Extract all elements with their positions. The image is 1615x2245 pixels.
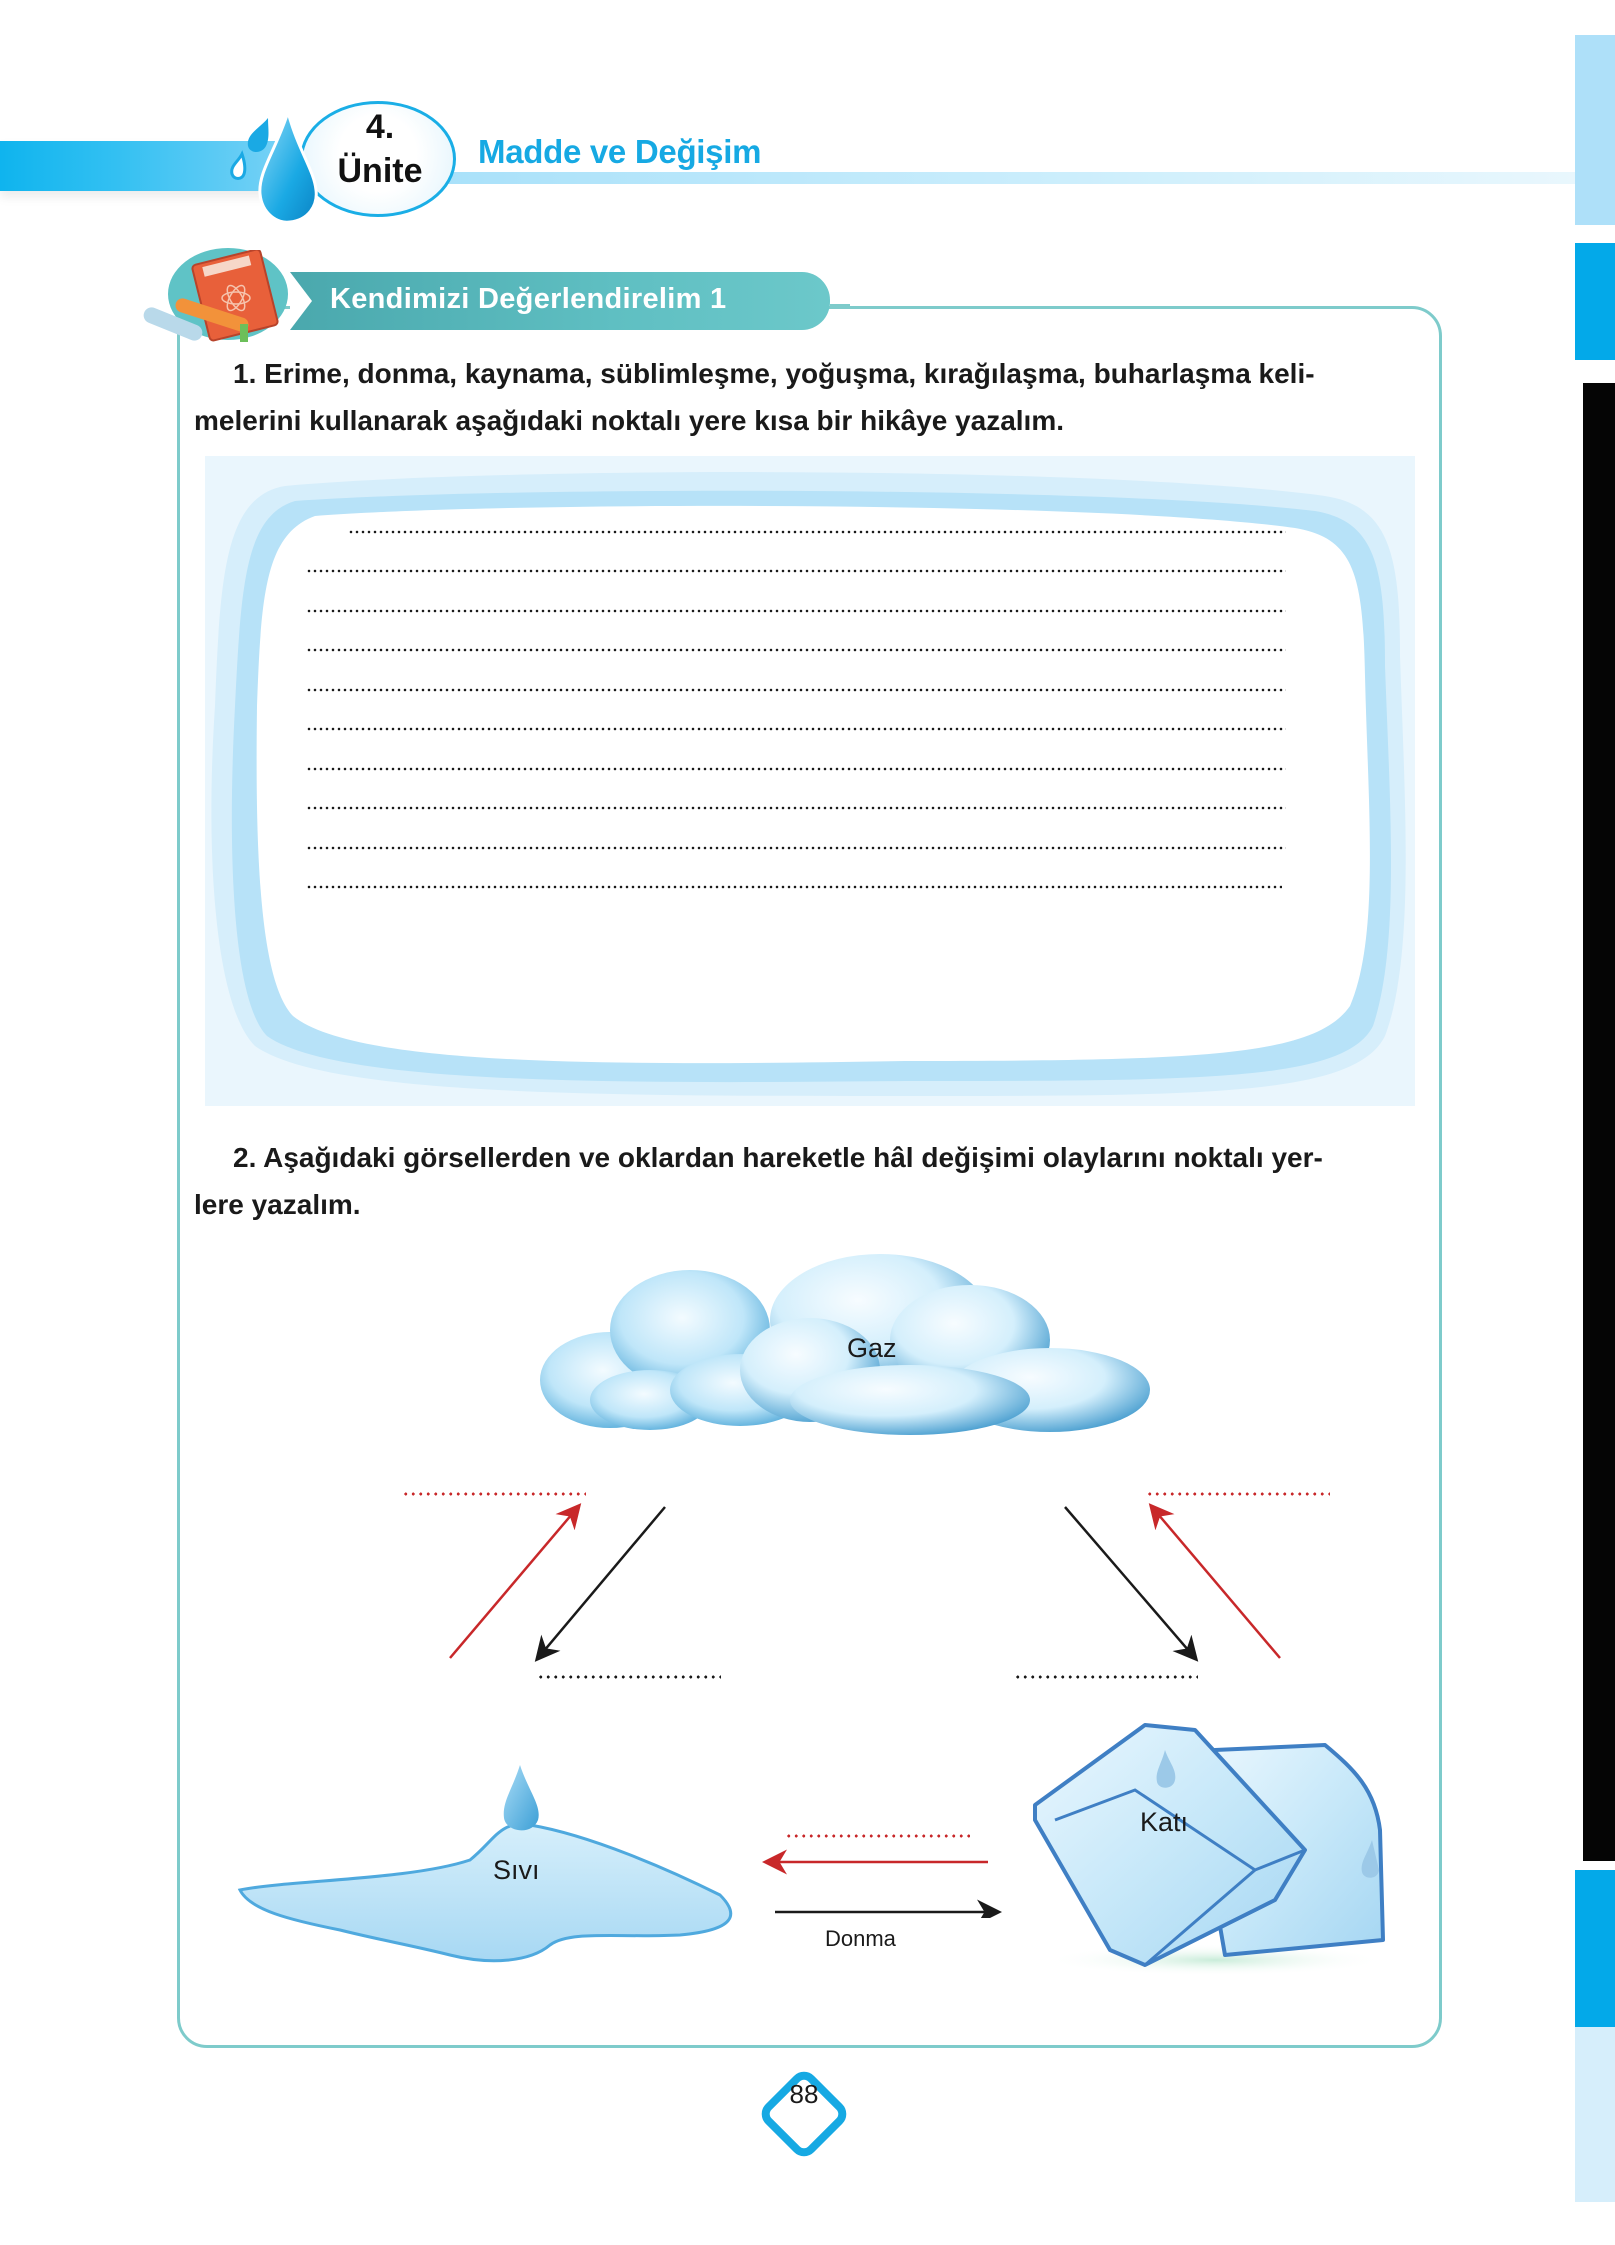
story-writing-area[interactable] — [268, 456, 1428, 1056]
liquid-label: Sıvı — [493, 1855, 540, 1885]
banner-chevron — [290, 272, 312, 330]
writing-line[interactable] — [306, 727, 1286, 731]
writing-line[interactable] — [306, 688, 1286, 692]
arrow-sublimation — [1152, 1507, 1280, 1658]
writing-line[interactable] — [306, 609, 1286, 613]
unit-title: Madde ve Değişim — [478, 133, 762, 170]
edge-tab-black — [1583, 383, 1615, 1861]
cloud-icon — [530, 1240, 1160, 1440]
water-puddle-icon — [230, 1740, 740, 1970]
arrows-gas-solid — [1050, 1495, 1290, 1675]
writing-line[interactable] — [306, 885, 1282, 889]
page-number-badge — [752, 2062, 856, 2166]
writing-line[interactable] — [348, 530, 1286, 534]
section-title: Kendimizi Değerlendirelim 1 — [330, 283, 727, 315]
writing-line[interactable] — [306, 767, 1286, 771]
arrows-liquid-solid — [755, 1848, 1005, 1918]
page-number: 88 — [789, 2079, 819, 2109]
question-2-line-2: lere yazalım. — [194, 1189, 361, 1220]
question-2-line-1: 2. Aşağıdaki görsellerden ve oklardan hareketle hâl değişimi olaylarını noktalı yer- — [233, 1142, 1323, 1173]
writing-line[interactable] — [306, 806, 1286, 810]
header-rule — [440, 172, 1575, 184]
water-drop-icon — [228, 110, 324, 226]
solid-label: Katı — [1140, 1807, 1189, 1837]
question-1-line-1: 1. Erime, donma, kaynama, süblimleşme, yoğuşma, kırağılaşma, buharlaşma keli- — [233, 358, 1315, 389]
gas-label: Gaz — [847, 1333, 897, 1363]
blank-solid-to-liquid[interactable] — [785, 1834, 970, 1838]
writing-line[interactable] — [306, 648, 1286, 652]
book-icon — [138, 250, 288, 350]
writing-line[interactable] — [306, 846, 1286, 850]
freezing-label: Donma — [825, 1926, 896, 1951]
edge-tab-light-top — [1575, 35, 1615, 225]
edge-tab-blue-top — [1575, 243, 1615, 360]
edge-tab-light-bottom — [1575, 2027, 1615, 2202]
arrow-evaporation — [450, 1507, 578, 1658]
unit-number: 4. — [365, 108, 395, 146]
banner-connector — [830, 304, 850, 307]
writing-line[interactable] — [306, 569, 1286, 573]
arrow-condensation — [538, 1507, 665, 1658]
question-1-line-2: melerini kullanarak aşağıdaki noktalı yere kısa bir hikâye yazalım. — [194, 405, 1065, 436]
edge-tab-blue-bottom — [1575, 1870, 1615, 2027]
arrow-deposition — [1065, 1507, 1195, 1658]
unit-label: Ünite — [337, 152, 423, 190]
blank-gas-to-liquid[interactable] — [537, 1675, 721, 1679]
ice-cube-icon — [1015, 1710, 1395, 1980]
arrows-gas-liquid — [430, 1495, 690, 1675]
blank-gas-to-solid[interactable] — [1014, 1675, 1198, 1679]
